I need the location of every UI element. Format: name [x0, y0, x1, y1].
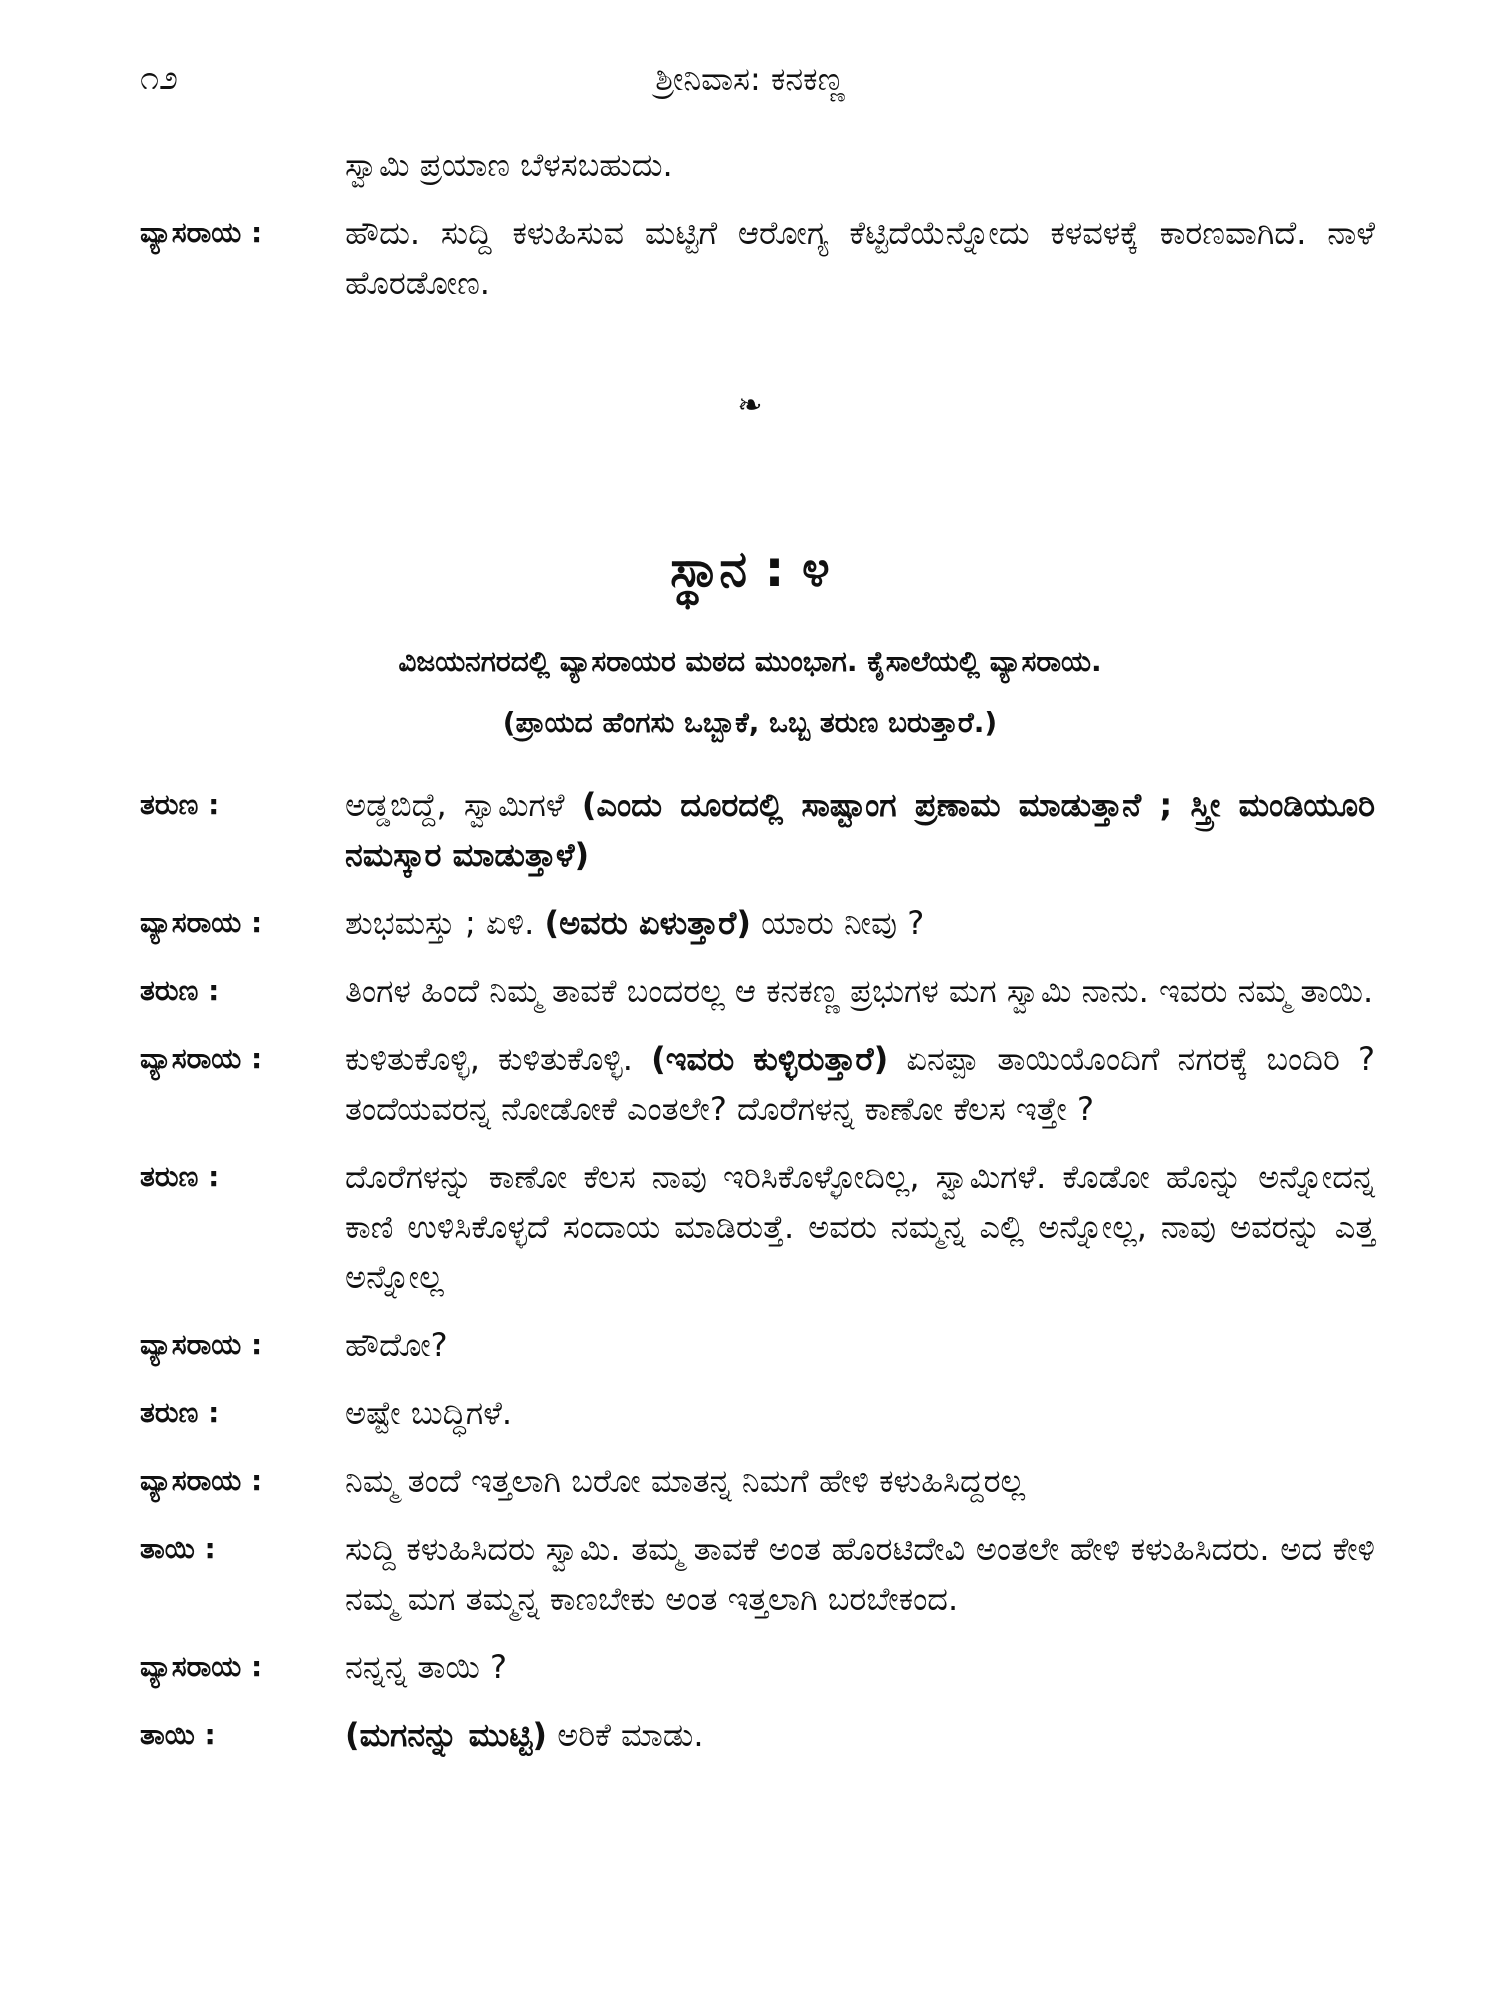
- speech-segment: ಕುಳಿತುಕೊಳ್ಳಿ, ಕುಳಿತುಕೊಳ್ಳಿ.: [345, 1040, 652, 1078]
- speaker-label: ತರುಣ :: [140, 788, 220, 821]
- page-number: ೧೨: [140, 58, 179, 98]
- stage-direction: (ಮಗನನ್ನು ಮುಟ್ಟಿ): [345, 1716, 548, 1754]
- running-header: ಶ್ರೀನಿವಾಸ: ಕನಕಣ್ಣ: [655, 60, 845, 98]
- speech-segment: ಶುಭಮಸ್ತು ; ಏಳಿ.: [345, 904, 545, 942]
- speech-text: [345, 1320, 1375, 1370]
- speech-segment: ಅಷ್ಟೇ ಬುದ್ಧಿಗಳೆ.: [345, 1394, 513, 1432]
- dialogue-line: [140, 780, 1375, 880]
- dialogue-line: [140, 140, 1375, 190]
- speaker-label: ವ್ಯಾಸರಾಯ :: [140, 1042, 263, 1075]
- speech-text: [345, 1642, 1375, 1692]
- scene-title: ಸ್ಥಾನ : ೪: [670, 540, 830, 598]
- speech-text: [345, 1524, 1375, 1624]
- speech-segment: ನನ್ನನ್ನ ತಾಯಿ ?: [345, 1648, 507, 1686]
- stage-direction: (ಎಂದು ದೂರದಲ್ಲಿ ಸಾಷ್ಟಾಂಗ ಪ್ರಣಾಮ ಮಾಡುತ್ತಾನೆ ; ಸ್ತ್ರೀ ಮಂಡಿಯೂರಿ ನಮಸ್ಕಾರ ಮಾಡುತ್ತಾಳೆ): [345, 786, 1375, 874]
- speech-text: [345, 1456, 1375, 1506]
- speech-text: [345, 1710, 1375, 1760]
- speech-segment: ಅರಿಕೆ ಮಾಡು.: [547, 1716, 704, 1754]
- speaker-label: ತರುಣ :: [140, 1160, 220, 1193]
- dialogue-line: [140, 1152, 1375, 1302]
- speaker-label: ತಾಯಿ :: [140, 1718, 216, 1751]
- speech-text: [345, 898, 1375, 948]
- dialogue-line: [140, 1710, 1375, 1760]
- dialogue-line: [140, 208, 1375, 308]
- speech-segment: ತಿಂಗಳ ಹಿಂದೆ ನಿಮ್ಮ ತಾವಕೆ ಬಂದರಲ್ಲ ಆ ಕನಕಣ್ಣ ಪ್ರಭುಗಳ ಮಗ ಸ್ವಾಮಿ ನಾನು. ಇವರು ನಮ್ಮ ತಾಯಿ.: [345, 972, 1374, 1010]
- speaker-label: ತರುಣ :: [140, 974, 220, 1007]
- speaker-label: ವ್ಯಾಸರಾಯ :: [140, 906, 263, 939]
- dialogue-line: [140, 1456, 1375, 1506]
- stage-direction: (ಇವರು ಕುಳ್ಳಿರುತ್ತಾರೆ): [651, 1040, 889, 1078]
- speaker-label: ತಾಯಿ :: [140, 1532, 216, 1565]
- speaker-label: [140, 140, 345, 190]
- speech-text: [345, 1388, 1375, 1438]
- speaker-label: ವ್ಯಾಸರಾಯ :: [140, 1650, 263, 1683]
- scene-direction: (ಪ್ರಾಯದ ಹೆಂಗಸು ಒಬ್ಬಾಕೆ, ಒಬ್ಬ ತರುಣ ಬರುತ್ತಾರೆ.): [502, 706, 998, 739]
- speaker-label: ವ್ಯಾಸರಾಯ :: [140, 1464, 263, 1497]
- speaker-label: ತರುಣ :: [140, 1396, 220, 1429]
- speech-segment: ಏನಪ್ಪಾ ತಾಯಿಯೊಂದಿಗೆ ನಗರಕ್ಕೆ ಬಂದಿರಿ ? ತಂದೆಯವರನ್ನ ನೋಡೋಕೆ ಎಂತಲೇ? ದೊರೆಗಳನ್ನ ಕಾಣೋ ಕೆಲಸ ಇತ್ತೇ ?: [345, 1040, 1375, 1128]
- speech-segment: ಹೌದೋ?: [345, 1326, 448, 1364]
- dialogue-block: [140, 780, 1375, 1778]
- speech-segment: ಸುದ್ದಿ ಕಳುಹಿಸಿದರು ಸ್ವಾಮಿ. ತಮ್ಮ ತಾವಕೆ ಅಂತ ಹೊರಟಿದೇವಿ ಅಂತಲೇ ಹೇಳಿ ಕಳುಹಿಸಿದರು. ಅದ ಕೇಳಿ ನಮ್ಮ ಮಗ ತಮ್ಮನ್ನ ಕಾಣಬೇಕು ಅಂತ ಇತ್ತಲಾಗಿ ಬರಬೇಕಂದ.: [345, 1530, 1375, 1618]
- dialogue-line: [140, 1034, 1375, 1134]
- speech-text: ಸ್ವಾಮಿ ಪ್ರಯಾಣ ಬೆಳಸಬಹುದು.: [345, 146, 673, 184]
- speech-segment: ಯಾರು ನೀವು ?: [750, 904, 925, 942]
- speech-segment: ದೊರೆಗಳನ್ನು ಕಾಣೋ ಕೆಲಸ ನಾವು ಇರಿಸಿಕೊಳ್ಳೋದಿಲ್ಲ, ಸ್ವಾಮಿಗಳೆ. ಕೊಡೋ ಹೊನ್ನು ಅನ್ನೋದನ್ನ ಕಾಣಿ ಉಳಿಸಿಕೊಳ್ಳದೆ ಸಂದಾಯ ಮಾಡಿರುತ್ತೆ. ಅವರು ನಮ್ಮನ್ನ ಎಲ್ಲಿ ಅನ್ನೋಲ್ಲ, ನಾವು ಅವರನ್ನು ಎತ್ತ ಅನ್ನೋಲ್ಲ: [345, 1158, 1375, 1296]
- dialogue-line: [140, 1320, 1375, 1370]
- speech-text: [345, 780, 1375, 880]
- speech-text: [345, 1034, 1375, 1134]
- dialogue-line: [140, 898, 1375, 948]
- dialogue-line: [140, 1524, 1375, 1624]
- ornament-icon: ❧: [737, 388, 763, 423]
- top-dialogue: [140, 140, 1375, 326]
- scene-location: ವಿಜಯನಗರದಲ್ಲಿ ವ್ಯಾಸರಾಯರ ಮಠದ ಮುಂಭಾಗ. ಕೈಸಾಲೆಯಲ್ಲಿ ವ್ಯಾಸರಾಯ.: [398, 645, 1102, 678]
- dialogue-line: [140, 966, 1375, 1016]
- speaker-label: ವ್ಯಾಸರಾಯ :: [140, 216, 263, 249]
- speaker-label: ವ್ಯಾಸರಾಯ :: [140, 1328, 263, 1361]
- speech-text: [345, 966, 1375, 1016]
- dialogue-line: [140, 1642, 1375, 1692]
- speech-segment: ಅಡ್ಡಬಿದ್ದೆ, ಸ್ವಾಮಿಗಳೆ: [345, 786, 582, 824]
- dialogue-line: [140, 1388, 1375, 1438]
- stage-direction: (ಅವರು ಏಳುತ್ತಾರೆ): [544, 904, 751, 942]
- speech-text: ಹೌದು. ಸುದ್ದಿ ಕಳುಹಿಸುವ ಮಟ್ಟಿಗೆ ಆರೋಗ್ಯ ಕೆಟ್ಟಿದೆಯೆನ್ನೋದು ಕಳವಳಕ್ಕೆ ಕಾರಣವಾಗಿದೆ. ನಾಳೆ ಹೊರಡೋಣ.: [345, 214, 1375, 302]
- speech-text: [345, 1152, 1375, 1302]
- speech-segment: ನಿಮ್ಮ ತಂದೆ ಇತ್ತಲಾಗಿ ಬರೋ ಮಾತನ್ನ ನಿಮಗೆ ಹೇಳಿ ಕಳುಹಿಸಿದ್ದರಲ್ಲ: [345, 1462, 1026, 1500]
